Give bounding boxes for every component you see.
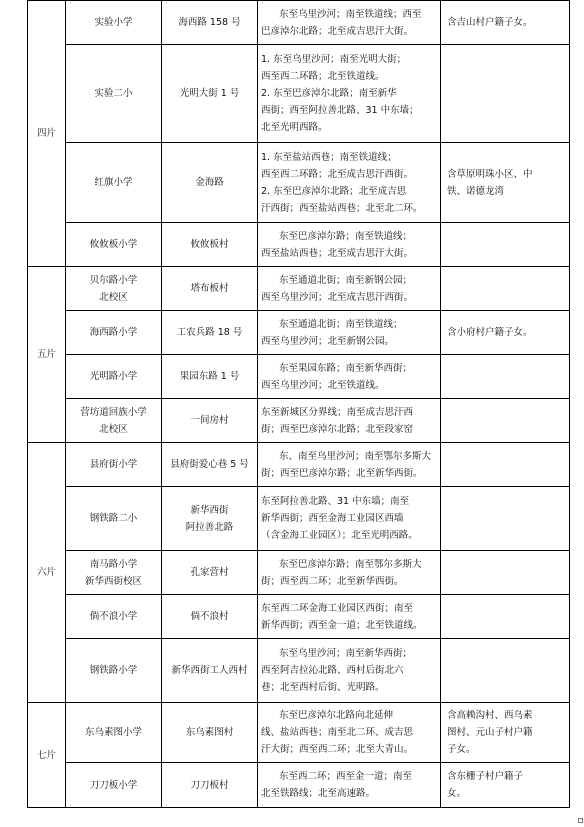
note-cell	[441, 45, 570, 143]
range-text: 东至阿拉善北路、31 中东墙；南至	[261, 496, 410, 507]
school-name: 倘不浪小学	[89, 611, 138, 622]
range-cell	[258, 551, 441, 595]
note-text: 含吉山村户籍子女。	[447, 17, 533, 28]
address-cell	[162, 551, 258, 595]
address-text: 光明大街 1 号	[179, 88, 240, 99]
note-cell	[441, 355, 570, 399]
range-cell	[258, 45, 441, 143]
region-label: 七片	[36, 749, 56, 761]
address-text: 阿拉善北路	[185, 521, 234, 533]
table-row	[28, 487, 570, 551]
address-cell	[162, 639, 258, 703]
region-cell	[28, 1, 66, 267]
range-cell	[258, 487, 441, 551]
note-text: 含小府村户籍子女。	[447, 327, 533, 338]
range-text: 汗西街；西至盐站西巷；北至北二环。	[261, 202, 423, 214]
range-text: 1. 东至盐站西巷；南至铁道线；	[261, 151, 397, 163]
range-text: 西街；西至阿拉善北路、31 中东墙；	[261, 105, 419, 116]
address-text: 县府街爱心巷 5 号	[170, 459, 249, 470]
range-text: 东至巴彦淖尔北路向北延伸	[279, 710, 394, 721]
note-text: 子女。	[447, 744, 476, 755]
school-cell	[66, 311, 162, 355]
school-name: 光明路小学	[89, 371, 138, 382]
school-name: 钢铁路小学	[89, 665, 138, 676]
address-cell	[162, 311, 258, 355]
school-name: 实验小学	[94, 17, 133, 28]
range-cell	[258, 443, 441, 487]
region-cell	[28, 703, 66, 808]
range-cell	[258, 223, 441, 267]
range-text: 街；西至西二环；北至新华西街。	[261, 575, 404, 587]
school-name: 北校区	[99, 423, 128, 435]
school-name: 东乌素图小学	[84, 727, 142, 738]
school-cell	[66, 487, 162, 551]
note-cell	[441, 551, 570, 595]
range-text: 西至阿吉拉沁北路、西村后街北六	[261, 665, 404, 676]
range-text: 巷；北至西村后街、光明路。	[261, 682, 385, 693]
school-district-table	[27, 0, 570, 808]
school-name: 新华西街校区	[84, 575, 142, 587]
range-text: 新华西街；西至金海工业园区西墙	[261, 513, 404, 524]
range-cell	[258, 703, 441, 763]
school-cell	[66, 143, 162, 223]
address-text: 塔布板村	[190, 283, 229, 294]
range-text: 东至新城区分界线；南至成吉思汗西	[261, 406, 414, 418]
school-name: 营坊道回族小学	[80, 406, 147, 418]
address-cell	[162, 45, 258, 143]
range-text: 街；西至巴彦淖尔路；北至新华西街。	[261, 467, 423, 479]
address-cell	[162, 487, 258, 551]
address-text: 工农兵路 18 号	[176, 327, 243, 338]
range-text: 2. 东至巴彦淖尔北路；北至成吉思	[261, 185, 407, 197]
address-text: 新华西街	[190, 504, 229, 516]
address-cell	[162, 355, 258, 399]
note-text: 铁、诺德龙湾	[447, 185, 505, 197]
table-row	[28, 703, 570, 763]
range-cell	[258, 355, 441, 399]
address-cell	[162, 399, 258, 443]
school-name: 海西路小学	[89, 327, 138, 338]
note-cell	[441, 443, 570, 487]
note-cell	[441, 143, 570, 223]
range-text: 东至通道北街；南至铁道线；	[279, 318, 403, 330]
range-text: 1. 东至乌里沙河；南至光明大街；	[261, 54, 407, 65]
range-text: 西至乌里沙河；北至新钢公园。	[261, 335, 395, 347]
range-cell	[258, 1, 441, 45]
range-text: 东至西二环；西至金一道；南至	[279, 771, 413, 782]
note-cell	[441, 1, 570, 45]
table-row	[28, 1, 570, 45]
school-name: 北校区	[99, 291, 128, 303]
school-name: 钢铁路二小	[89, 513, 138, 524]
address-text: 果园东路 1 号	[179, 371, 240, 382]
region-cell	[28, 443, 66, 703]
school-name: 红旗小学	[94, 177, 133, 188]
table-row	[28, 763, 570, 808]
school-cell	[66, 45, 162, 143]
note-text: 含东栅子村户籍子	[447, 771, 524, 782]
range-cell	[258, 267, 441, 311]
range-text: 东至通道北街；南至新钢公园；	[279, 274, 413, 286]
table-row	[28, 311, 570, 355]
range-cell	[258, 143, 441, 223]
note-cell	[441, 639, 570, 703]
region-label: 六片	[36, 567, 56, 578]
range-text: 北至光明西路。	[261, 122, 328, 133]
school-cell	[66, 443, 162, 487]
range-text: 东至乌里沙河；南至新华西街；	[279, 648, 413, 659]
school-cell	[66, 267, 162, 311]
table-row	[28, 143, 570, 223]
note-text: 含草原明珠小区、中	[447, 168, 533, 180]
range-cell	[258, 399, 441, 443]
address-text: 新华西街工人西村	[171, 665, 248, 676]
note-cell	[441, 267, 570, 311]
range-text: 西至西二环路；北至铁道线。	[261, 71, 385, 82]
range-cell	[258, 639, 441, 703]
address-text: 倘不浪村	[190, 611, 229, 622]
address-cell	[162, 443, 258, 487]
range-text: 东、南至乌里沙河；南至鄂尔多斯大	[279, 450, 432, 462]
range-text: （含金海工业园区）；北至光明西路。	[261, 530, 418, 541]
range-text: 2. 东至巴彦淖尔北路；南至新华	[261, 88, 397, 99]
school-name: 县府街小学	[89, 459, 138, 470]
range-text: 汗大街；西至西二环；北至大青山。	[261, 744, 414, 755]
note-text: 含高赖沟村、西乌素	[447, 710, 533, 721]
note-cell	[441, 223, 570, 267]
range-text: 巴彦淖尔北路；北至成吉思汗大街。	[261, 25, 414, 37]
school-cell	[66, 355, 162, 399]
range-text: 东至巴彦淖尔路；南至铁道线；	[279, 230, 413, 242]
range-text: 西至盐站西巷；北至成吉思汗大街。	[261, 247, 414, 259]
table-row	[28, 267, 570, 311]
note-text: 图村、元山子村户籍	[447, 727, 533, 738]
range-text: 线、盐站西巷；南至北二环、成吉思	[261, 727, 414, 738]
school-cell	[66, 639, 162, 703]
region-label: 五片	[36, 349, 56, 360]
school-cell	[66, 1, 162, 45]
range-text: 东至乌里沙河；南至铁道线；西至	[279, 8, 422, 20]
region-cell	[28, 267, 66, 443]
table-row	[28, 443, 570, 487]
region-label: 四片	[36, 128, 56, 139]
note-cell	[441, 487, 570, 551]
address-text: 东乌素图村	[185, 727, 234, 738]
address-cell	[162, 763, 258, 808]
note-cell	[441, 595, 570, 639]
table-row	[28, 595, 570, 639]
range-text: 东至巴彦淖尔路；南至鄂尔多斯大	[279, 558, 422, 570]
range-cell	[258, 311, 441, 355]
range-cell	[258, 763, 441, 808]
address-cell	[162, 223, 258, 267]
note-cell	[441, 703, 570, 763]
note-text: 女。	[447, 788, 467, 799]
school-name: 攸攸板小学	[89, 239, 138, 250]
range-cell	[258, 595, 441, 639]
address-text: 金海路	[195, 177, 224, 188]
school-cell	[66, 703, 162, 763]
address-cell	[162, 703, 258, 763]
table-row	[28, 223, 570, 267]
range-text: 北至铁路线；北至高速路。	[261, 788, 376, 799]
note-cell	[441, 311, 570, 355]
address-text: 攸攸板村	[190, 239, 229, 250]
address-text: 一间房村	[190, 415, 229, 426]
school-cell	[66, 595, 162, 639]
range-text: 西至西二环路；北至成吉思汗西街。	[261, 168, 414, 180]
address-text: 海西路 158 号	[178, 17, 241, 28]
school-name: 刀刀板小学	[89, 779, 138, 791]
range-text: 东至果园东路；南至新华西街；	[279, 362, 413, 374]
note-cell	[441, 399, 570, 443]
table-row	[28, 355, 570, 399]
address-cell	[162, 143, 258, 223]
school-name: 南马路小学	[89, 558, 138, 570]
range-text: 新华西街；西至金一道；北至铁道线。	[261, 619, 423, 631]
range-text: 东至西二环金海工业园区西街；南至	[261, 602, 414, 614]
address-text: 刀刀板村	[190, 779, 229, 791]
table-row	[28, 399, 570, 443]
school-cell	[66, 399, 162, 443]
table-row	[28, 45, 570, 143]
address-cell	[162, 1, 258, 45]
school-cell	[66, 551, 162, 595]
page-corner-mark	[578, 818, 583, 823]
range-text: 西至乌里沙河；北至铁道线。	[261, 379, 385, 391]
school-name: 实验二小	[94, 88, 133, 99]
school-name: 贝尔路小学	[89, 274, 138, 286]
range-text: 西至乌里沙河；北至成吉思汗西街。	[261, 291, 414, 303]
note-cell	[441, 763, 570, 808]
table-row	[28, 639, 570, 703]
school-cell	[66, 763, 162, 808]
table-body	[28, 1, 570, 808]
address-cell	[162, 267, 258, 311]
address-text: 孔家营村	[190, 567, 229, 578]
address-cell	[162, 595, 258, 639]
range-text: 街；西至巴彦淖尔北路；北至段家窑	[261, 423, 414, 435]
school-cell	[66, 223, 162, 267]
table-row	[28, 551, 570, 595]
